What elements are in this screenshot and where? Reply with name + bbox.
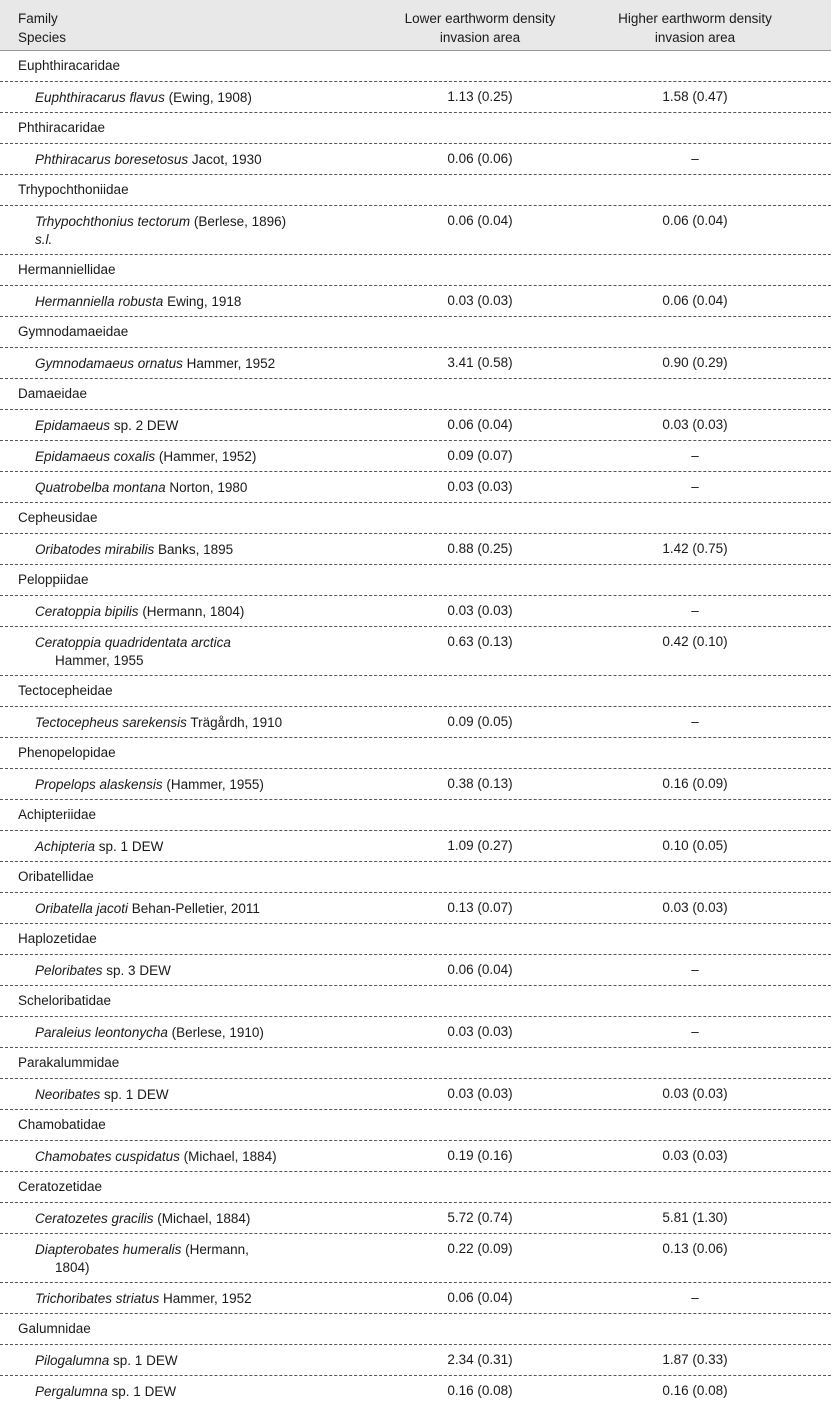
higher-density-value: –: [691, 1290, 699, 1305]
family-row: [0, 1110, 831, 1141]
species-authority: (Berlese, 1910): [167, 1025, 264, 1040]
species-binomial: Neoribates: [35, 1087, 101, 1102]
species-row: [0, 831, 831, 862]
species-name: [35, 1210, 325, 1228]
species-binomial: Hermanniella robusta: [35, 294, 164, 309]
header-higher-density: [545, 9, 831, 47]
species-row: [0, 1203, 831, 1234]
family-row: [0, 379, 831, 410]
family-row: [0, 862, 831, 893]
table-header: [0, 0, 831, 51]
species-name: [35, 714, 325, 732]
higher-density-value: 1.42 (0.75): [662, 541, 728, 556]
higher-density-value: 0.06 (0.04): [662, 293, 728, 308]
species-name: [35, 603, 325, 621]
lower-density-value: 5.72 (0.74): [447, 1210, 513, 1225]
higher-density-value: 1.58 (0.47): [662, 89, 728, 104]
species-row: [0, 955, 831, 986]
species-name: [35, 962, 325, 980]
higher-density-value: 0.03 (0.03): [662, 900, 728, 915]
lower-density-value: 0.03 (0.03): [447, 1024, 513, 1039]
species-name: [35, 634, 325, 670]
family-name: Euphthiracaridae: [18, 58, 121, 73]
header-lower-line1: Lower earthworm density: [404, 11, 556, 26]
higher-density-value: 0.03 (0.03): [662, 1086, 728, 1101]
family-name: Achipteriidae: [18, 807, 97, 822]
family-name: Hermanniellidae: [18, 262, 116, 277]
header-family-species: [18, 9, 66, 47]
family-name: Peloppiidae: [18, 572, 89, 587]
species-authority: sp. 1 DEW: [107, 1384, 177, 1399]
family-name: Parakalummidae: [18, 1055, 120, 1070]
species-name: [35, 1148, 325, 1166]
family-name: Ceratozetidae: [18, 1179, 103, 1194]
species-row: [0, 472, 831, 503]
species-authority: (Hammer, 1955): [162, 777, 264, 792]
species-binomial: Ceratoppia bipilis: [35, 604, 139, 619]
family-name: Chamobatidae: [18, 1117, 106, 1132]
header-higher-line2: invasion area: [654, 30, 736, 45]
higher-density-value: 0.03 (0.03): [662, 1148, 728, 1163]
header-species-label: Species: [18, 30, 67, 45]
species-row: [0, 206, 831, 255]
species-row: [0, 1283, 831, 1314]
species-name: [35, 213, 325, 249]
lower-density-value: 0.03 (0.03): [447, 603, 513, 618]
lower-density-value: 0.09 (0.07): [447, 448, 513, 463]
species-row: [0, 1345, 831, 1376]
lower-density-value: 0.03 (0.03): [447, 479, 513, 494]
family-name: Phenopelopidae: [18, 745, 116, 760]
species-binomial: Trichoribates striatus: [35, 1291, 160, 1306]
species-binomial: Achipteria: [35, 839, 96, 854]
species-authority: sp. 1 DEW: [100, 1087, 169, 1102]
lower-density-value: 0.06 (0.04): [447, 213, 513, 228]
family-name: Scheloribatidae: [18, 993, 112, 1008]
lower-density-value: 0.06 (0.04): [447, 962, 513, 977]
higher-density-value: 0.03 (0.03): [662, 417, 728, 432]
species-binomial: Epidamaeus coxalis: [35, 449, 156, 464]
lower-density-value: 1.09 (0.27): [447, 838, 513, 853]
species-authority: (Hermann, 1804): [138, 604, 245, 619]
species-authority-cont: Hammer, 1955: [55, 653, 144, 668]
species-authority: (Hammer, 1952): [155, 449, 257, 464]
header-family-label: Family: [18, 11, 58, 26]
species-name: [35, 151, 325, 169]
species-authority: (Michael, 1884): [179, 1149, 277, 1164]
lower-density-value: 1.13 (0.25): [447, 89, 513, 104]
species-name: [35, 1086, 325, 1104]
higher-density-value: –: [691, 479, 699, 494]
family-row: [0, 255, 831, 286]
higher-density-value: 0.06 (0.04): [662, 213, 728, 228]
species-authority: sp. 3 DEW: [102, 963, 171, 978]
species-binomial: Peloribates: [35, 963, 103, 978]
higher-density-value: –: [691, 962, 699, 977]
lower-density-value: 0.63 (0.13): [447, 634, 513, 649]
species-binomial: Pilogalumna: [35, 1353, 110, 1368]
species-row: [0, 596, 831, 627]
header-lower-line2: invasion area: [439, 30, 521, 45]
family-name: Haplozetidae: [18, 931, 97, 946]
table-body: [0, 51, 831, 1406]
family-row: [0, 565, 831, 596]
higher-density-value: 0.10 (0.05): [662, 838, 728, 853]
lower-density-value: 3.41 (0.58): [447, 355, 513, 370]
family-row: [0, 738, 831, 769]
higher-density-value: 1.87 (0.33): [662, 1352, 728, 1367]
species-row: [0, 534, 831, 565]
higher-density-value: –: [691, 151, 699, 166]
species-authority: (Michael, 1884): [153, 1211, 251, 1226]
species-authority: Behan-Pelletier, 2011: [128, 901, 260, 916]
species-authority: (Berlese, 1896): [190, 214, 287, 229]
species-row: [0, 769, 831, 800]
species-name: [35, 541, 325, 559]
species-name: [35, 1241, 325, 1277]
higher-density-value: 0.13 (0.06): [662, 1241, 728, 1256]
family-row: [0, 317, 831, 348]
family-name: Cepheusidae: [18, 510, 98, 525]
species-binomial: Paraleius leontonycha: [35, 1025, 168, 1040]
species-row: [0, 1141, 831, 1172]
species-name: [35, 1352, 325, 1370]
species-binomial: Chamobates cuspidatus: [35, 1149, 180, 1164]
species-name: [35, 479, 325, 497]
species-authority: Hammer, 1952: [159, 1291, 252, 1306]
family-name: Damaeidae: [18, 386, 88, 401]
family-name: Tectocepheidae: [18, 683, 113, 698]
species-binomial: Euphthiracarus flavus: [35, 90, 165, 105]
species-name: [35, 776, 325, 794]
species-row: [0, 1234, 831, 1283]
family-name: Galumnidae: [18, 1321, 91, 1336]
family-row: [0, 1314, 831, 1345]
species-name: [35, 293, 325, 311]
higher-density-value: –: [691, 1024, 699, 1039]
family-name: Trhypochthoniidae: [18, 182, 129, 197]
species-name: [35, 838, 325, 856]
lower-density-value: 0.03 (0.03): [447, 293, 513, 308]
family-row: [0, 503, 831, 534]
species-name: [35, 448, 325, 466]
species-row: [0, 348, 831, 379]
lower-density-value: 0.16 (0.08): [447, 1383, 513, 1398]
species-authority-cont: s.l.: [35, 232, 53, 247]
lower-density-value: 0.06 (0.06): [447, 151, 513, 166]
species-binomial: Tectocepheus sarekensis: [35, 715, 187, 730]
family-row: [0, 986, 831, 1017]
species-binomial: Pergalumna: [35, 1384, 108, 1399]
species-row: [0, 893, 831, 924]
higher-density-value: –: [691, 603, 699, 618]
species-row: [0, 410, 831, 441]
lower-density-value: 0.03 (0.03): [447, 1086, 513, 1101]
family-name: Phthiracaridae: [18, 120, 106, 135]
header-higher-line1: Higher earthworm density: [618, 11, 772, 26]
species-name: [35, 1024, 325, 1042]
species-name: [35, 900, 325, 918]
higher-density-value: 0.16 (0.09): [662, 776, 728, 791]
species-binomial: Trhypochthonius tectorum: [35, 214, 191, 229]
species-binomial: Ceratoppia quadridentata arctica: [35, 635, 231, 650]
species-row: [0, 627, 831, 676]
species-name: [35, 89, 325, 107]
species-row: [0, 1079, 831, 1110]
species-authority: sp. 2 DEW: [110, 418, 179, 433]
species-name: [35, 1290, 325, 1308]
family-name: Oribatellidae: [18, 869, 94, 884]
species-authority: Trägårdh, 1910: [186, 715, 283, 730]
species-authority: (Ewing, 1908): [164, 90, 252, 105]
family-row: [0, 1172, 831, 1203]
higher-density-value: 0.42 (0.10): [662, 634, 728, 649]
species-authority: (Hermann,: [181, 1242, 249, 1257]
species-row: [0, 707, 831, 738]
species-row: [0, 144, 831, 175]
lower-density-value: 0.19 (0.16): [447, 1148, 513, 1163]
species-row: [0, 441, 831, 472]
lower-density-value: 0.22 (0.09): [447, 1241, 513, 1256]
higher-density-value: 0.90 (0.29): [662, 355, 728, 370]
species-authority-cont: 1804): [55, 1260, 90, 1275]
family-row: [0, 51, 831, 82]
species-authority: Norton, 1980: [165, 480, 248, 495]
species-authority: Banks, 1895: [154, 542, 234, 557]
higher-density-value: –: [691, 714, 699, 729]
lower-density-value: 2.34 (0.31): [447, 1352, 513, 1367]
higher-density-value: –: [691, 448, 699, 463]
species-name: [35, 1383, 325, 1401]
species-binomial: Epidamaeus: [35, 418, 111, 433]
species-binomial: Phthiracarus boresetosus: [35, 152, 189, 167]
family-row: [0, 1048, 831, 1079]
family-name: Gymnodamaeidae: [18, 324, 129, 339]
species-name: [35, 417, 325, 435]
species-name: [35, 355, 325, 373]
species-binomial: Oribatella jacoti: [35, 901, 129, 916]
species-row: [0, 286, 831, 317]
species-binomial: Oribatodes mirabilis: [35, 542, 155, 557]
species-authority: Hammer, 1952: [182, 356, 276, 371]
family-row: [0, 676, 831, 707]
family-row: [0, 800, 831, 831]
lower-density-value: 0.13 (0.07): [447, 900, 513, 915]
lower-density-value: 0.88 (0.25): [447, 541, 513, 556]
lower-density-value: 0.38 (0.13): [447, 776, 513, 791]
species-binomial: Diapterobates humeralis: [35, 1242, 182, 1257]
family-row: [0, 113, 831, 144]
lower-density-value: 0.06 (0.04): [447, 1290, 513, 1305]
species-row: [0, 1376, 831, 1406]
family-row: [0, 924, 831, 955]
family-row: [0, 175, 831, 206]
higher-density-value: 5.81 (1.30): [662, 1210, 728, 1225]
lower-density-value: 0.09 (0.05): [447, 714, 513, 729]
lower-density-value: 0.06 (0.04): [447, 417, 513, 432]
higher-density-value: 0.16 (0.08): [662, 1383, 728, 1398]
species-row: [0, 82, 831, 113]
species-authority: sp. 1 DEW: [109, 1353, 178, 1368]
species-binomial: Gymnodamaeus ornatus: [35, 356, 183, 371]
species-authority: sp. 1 DEW: [95, 839, 164, 854]
species-binomial: Propelops alaskensis: [35, 777, 163, 792]
species-authority: Jacot, 1930: [188, 152, 262, 167]
species-authority: Ewing, 1918: [163, 294, 242, 309]
species-row: [0, 1017, 831, 1048]
species-binomial: Ceratozetes gracilis: [35, 1211, 154, 1226]
species-binomial: Quatrobelba montana: [35, 480, 166, 495]
